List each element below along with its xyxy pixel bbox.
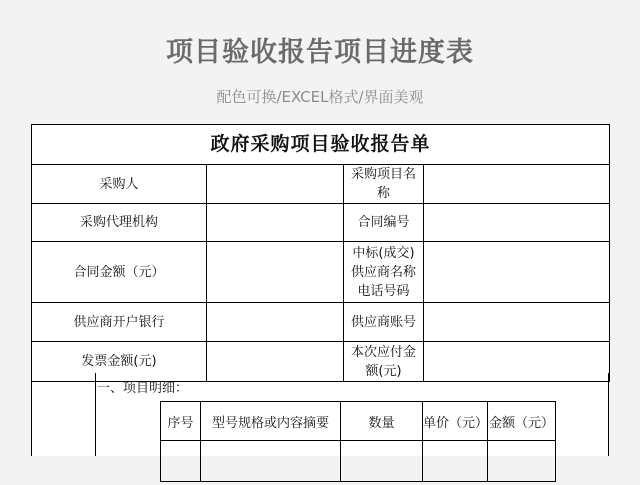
supplier-account-label: 供应商账号 xyxy=(344,303,424,342)
page-subtitle: 配色可换/EXCEL格式/界面美观 xyxy=(216,88,424,106)
items-table xyxy=(160,401,556,482)
form-row xyxy=(32,303,610,342)
column-header: 数量 xyxy=(341,402,423,441)
form-row xyxy=(32,204,610,242)
section-divider xyxy=(95,373,96,456)
table-cell[interactable] xyxy=(201,441,341,482)
payable-amount-label: 本次应付金额(元) xyxy=(344,342,424,382)
items-header-row xyxy=(161,402,556,441)
column-header: 型号规格或内容摘要 xyxy=(201,402,341,441)
supplier-name-phone-label: 中标(成交)供应商名称 电话号码 xyxy=(344,242,424,303)
form-row xyxy=(32,242,610,303)
section-left-border xyxy=(31,373,32,456)
column-header: 金额（元） xyxy=(488,402,556,441)
invoice-amount-value-cell[interactable] xyxy=(207,342,344,382)
purchaser-value-cell[interactable] xyxy=(207,165,344,204)
form-row xyxy=(32,165,610,204)
supplier-account-value-cell[interactable] xyxy=(424,303,610,342)
acceptance-report-sheet xyxy=(31,124,609,456)
table-cell[interactable] xyxy=(423,441,488,482)
project-name-label: 采购项目名称 xyxy=(344,165,424,204)
invoice-amount-label: 发票金额(元) xyxy=(32,342,207,382)
purchaser-label: 采购人 xyxy=(32,165,207,204)
section-heading: 一、项目明细： xyxy=(97,381,189,396)
table-cell[interactable] xyxy=(488,441,556,482)
table-row xyxy=(161,441,556,482)
project-name-value-cell[interactable] xyxy=(424,165,610,204)
table-cell[interactable] xyxy=(161,441,201,482)
contract-number-label: 合同编号 xyxy=(344,204,424,242)
supplier-bank-label: 供应商开户银行 xyxy=(32,303,207,342)
contract-amount-value-cell[interactable] xyxy=(207,242,344,303)
form-title: 政府采购项目验收报告单 xyxy=(32,125,610,165)
contract-amount-label: 合同金额（元） xyxy=(32,242,207,303)
payable-amount-value-cell[interactable] xyxy=(424,342,610,382)
contract-number-value-cell[interactable] xyxy=(424,204,610,242)
page-title: 项目验收报告项目进度表 xyxy=(166,37,474,68)
form-row xyxy=(32,342,610,382)
section-right-border xyxy=(608,373,609,456)
supplier-name-phone-value-cell[interactable] xyxy=(424,242,610,303)
table-cell[interactable] xyxy=(341,441,423,482)
column-header: 序号 xyxy=(161,402,201,441)
column-header: 单价（元） xyxy=(423,402,488,441)
agency-label: 采购代理机构 xyxy=(32,204,207,242)
agency-value-cell[interactable] xyxy=(207,204,344,242)
supplier-bank-value-cell[interactable] xyxy=(207,303,344,342)
acceptance-report-form xyxy=(31,124,610,382)
form-title-row xyxy=(32,125,610,165)
